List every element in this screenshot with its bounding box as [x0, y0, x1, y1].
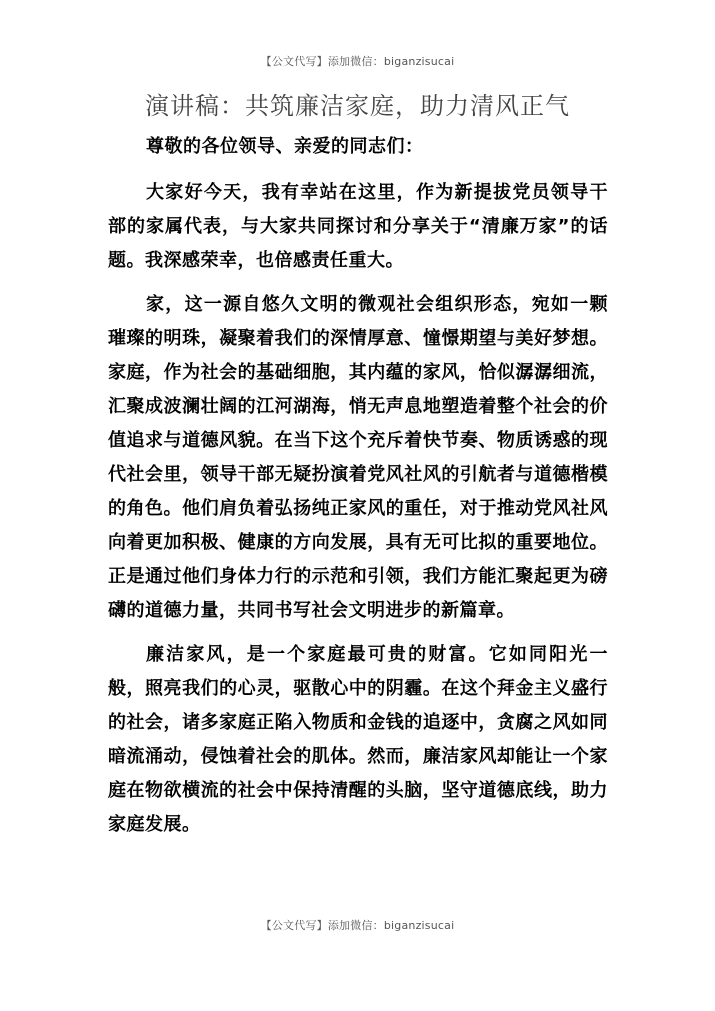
footer-watermark-note: 【公文代写】添加微信：biganzisucai [260, 919, 455, 932]
document-title: 演讲稿：共筑廉洁家庭，助力清风正气 [145, 92, 570, 120]
paragraph-2: 家，这一源自悠久文明的微观社会组织形态，宛如一颗璀璨的明珠，凝聚着我们的深情厚意、憧憬期望与美好梦想。家庭，作为社会的基础细胞，其内蕴的家风，恰似潺潺细流，汇聚成波澜壮阔的江河湖海，悄无声息地塑造着整个社会的价值追求与道德风貌。在当下这个充斥着快节奏、物质诱惑的现代社会里，领导干部无疑扮演着党风社风的引航者与道德楷模的角色。他们肩负着弘扬纯正家风的重任，对于推动党风社风向着更加积极、健康的方向发展，具有无可比拟的重要地位。正是通过他们身体力行的示范和引领，我们方能汇聚起更为磅礴的道德力量，共同书写社会文明进步的新篇章。 [108, 294, 608, 621]
document-body [108, 130, 608, 842]
paragraph-1: 大家好今天，我有幸站在这里，作为新提拔党员领导干部的家属代表，与大家共同探讨和分享关于“清廉万家”的话题。我深感荣幸，也倍感责任重大。 [108, 182, 608, 271]
paragraph-3: 廉洁家风，是一个家庭最可贵的财富。它如同阳光一般，照亮我们的心灵，驱散心中的阴霾。在这个拜金主义盛行的社会，诸多家庭正陷入物质和金钱的追逐中，贪腐之风如同暗流涌动，侵蚀着社会的肌体。然而，廉洁家风却能让一个家庭在物欲横流的社会中保持清醒的头脑，坚守道德底线，助力家庭发展。 [108, 644, 608, 835]
salutation: 尊敬的各位领导、亲爱的同志们： [146, 136, 424, 157]
header-watermark-note: 【公文代写】添加微信：biganzisucai [260, 55, 455, 68]
